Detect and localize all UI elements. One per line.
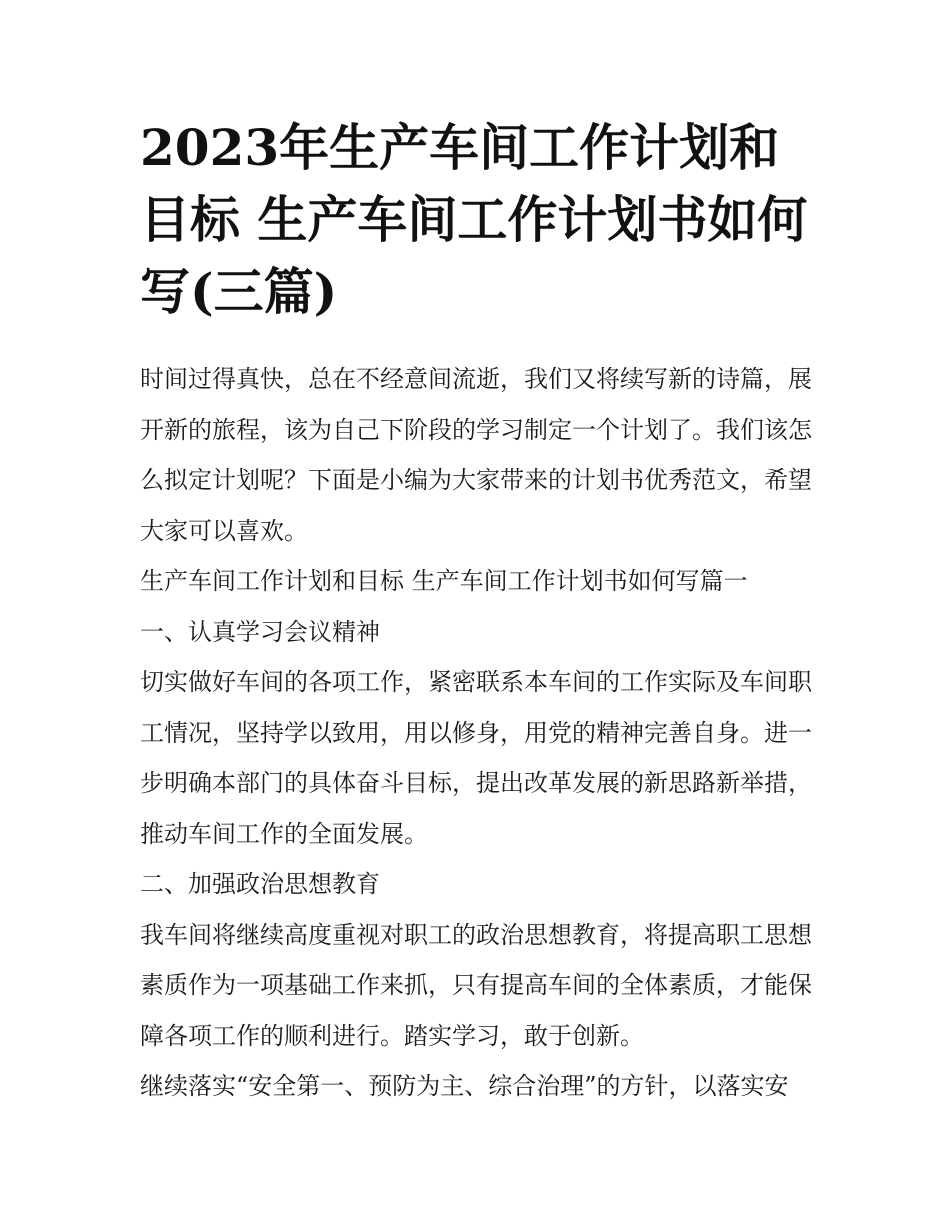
- paragraph-2: 我车间将继续高度重视对职工的政治思想教育，将提高职工思想素质作为一项基础工作来抓，只有提高车间的全体素质，才能保障各项工作的顺利进行。踏实学习，敢于创新。: [140, 920, 812, 1050]
- paragraph-1: 切实做好车间的各项工作，紧密联系本车间的工作实际及车间职工情况，坚持学以致用，用以修身，用党的精神完善自身。进一步明确本部门的具体奋斗目标，提出改革发展的新思路新举措，推动车间工作的全面发展。: [140, 668, 812, 848]
- paragraph-3: 继续落实“安全第一、预防为主、综合治理”的方针，以落实安: [140, 1072, 789, 1100]
- intro-paragraph: 时间过得真快，总在不经意间流逝，我们又将续写新的诗篇，展开新的旅程，该为自己下阶段的学习制定一个计划了。我们该怎么拟定计划呢？下面是小编为大家带来的计划书优秀范文，希望大家可以喜欢。: [140, 365, 812, 545]
- document-title: 2023年生产车间工作计划和目标 生产车间工作计划书如何写(三篇): [140, 118, 808, 321]
- document-body: [140, 354, 820, 1112]
- subheading-1: 一、认真学习会议精神: [140, 617, 380, 646]
- subheading-2: 二、加强政治思想教育: [140, 870, 380, 898]
- section-heading: 生产车间工作计划和目标 生产车间工作计划书如何写篇一: [140, 567, 748, 595]
